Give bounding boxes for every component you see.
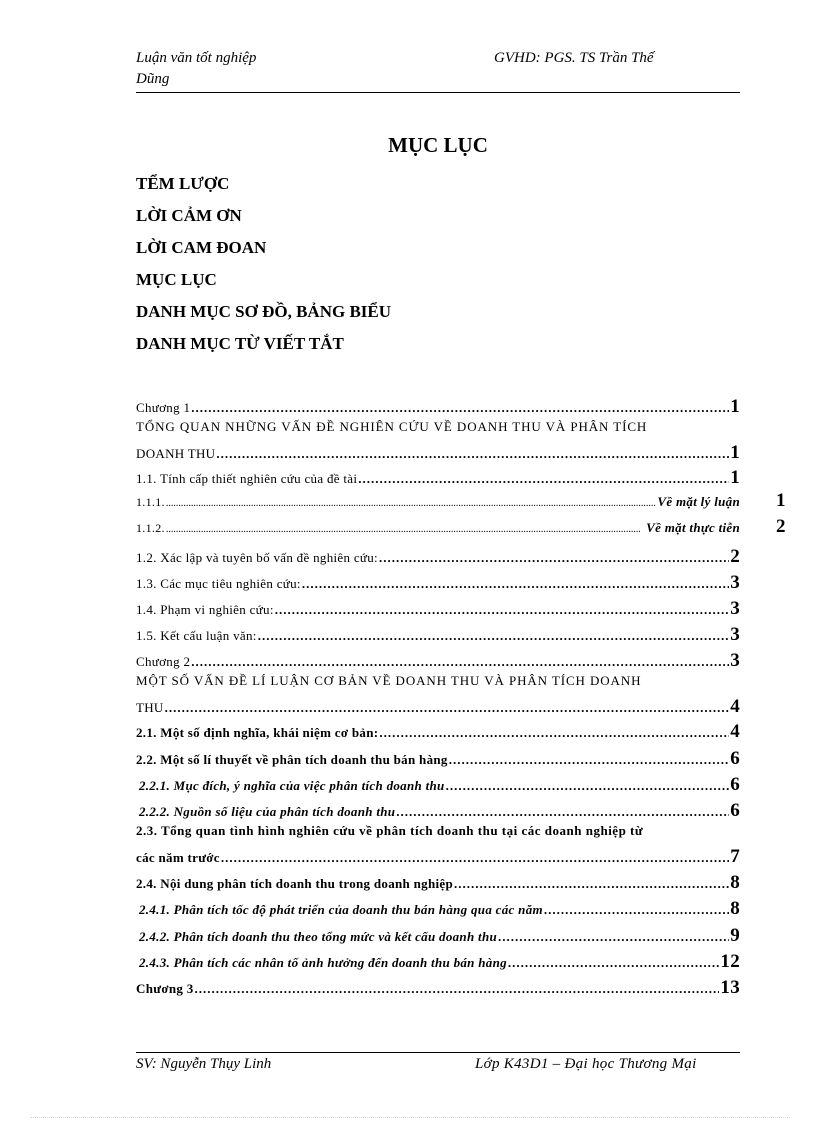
toc-page-1-1-1: 1 [776, 490, 786, 511]
toc-row-2-2: 2.2. Một số lí thuyết về phân tích doanh thu bán hàng ..... 6 [136, 748, 740, 770]
front-matter-item: MỤC LỤC [136, 270, 217, 289]
header-rule [136, 92, 740, 93]
toc-2-3-line1: 2.3. Tổng quan tình hình nghiên cứu về phân tích doanh thu tại các doanh nghiệp từ [136, 823, 644, 838]
toc-row-chapter-1: Chương 1 ..... 1 [136, 396, 740, 418]
toc-row-2-2-1: 2.2.1. Mục đích, ý nghĩa của việc phân tích doanh thu ..... 6 [136, 774, 740, 796]
toc-row-2-4: 2.4. Nội dung phân tích doanh thu trong doanh nghiệp ..... 8 [136, 872, 740, 894]
front-matter-item: LỜI CẢM ƠN [136, 206, 242, 225]
front-matter-item: LỜI CAM ĐOAN [136, 238, 267, 257]
toc-row-1-4: 1.4. Phạm vi nghiên cứu: ..... 3 [136, 598, 740, 620]
toc-row-chapter-2-title-end: THU ..... 4 [136, 696, 740, 718]
header-right: GVHD: PGS. TS Trần Thế [494, 50, 654, 66]
toc-row-1-1-1: 1.1.1. ..... Về mặt lý luận [136, 494, 740, 510]
footer-rule [136, 1052, 740, 1053]
front-matter-item: TỂM LƯỢC [136, 174, 230, 193]
toc-row-2-4-2: 2.4.2. Phân tích doanh thu theo tổng mức và kết cấu doanh thu ..... 9 [136, 925, 740, 947]
toc-row-2-2-2: 2.2.2. Nguồn số liệu của phân tích doanh thu ..... 6 [136, 800, 740, 822]
toc-page-1-1-2: 2 [776, 516, 786, 537]
toc-row-1-2: 1.2. Xác lập và tuyên bố vấn đề nghiên cứu: ..... 2 [136, 546, 740, 568]
toc-row-chapter-3: Chương 3 ..... 13 [136, 977, 740, 999]
toc-chapter-1-title: TỔNG QUAN NHỮNG VẤN ĐỀ NGHIÊN CỨU VỀ DOANH THU VÀ PHÂN TÍCH [136, 419, 648, 434]
toc-row-2-3: các năm trước ..... 7 [136, 846, 740, 868]
toc-row-1-1: 1.1. Tính cấp thiết nghiên cứu của đề tài ..... 1 [136, 467, 740, 489]
toc-row-2-1: 2.1. Một số định nghĩa, khái niệm cơ bản: ..... 4 [136, 721, 740, 743]
page-title: MỤC LỤC [388, 133, 488, 157]
header-left-line1: Luận văn tốt nghiệp [136, 50, 257, 66]
header-left-line2: Dũng [136, 71, 170, 87]
page-edge-divider [30, 1117, 790, 1118]
toc-row-1-3: 1.3. Các mục tiêu nghiên cứu: ..... 3 [136, 572, 740, 594]
toc-row-2-4-3: 2.4.3. Phân tích các nhân tố ảnh hưởng đến doanh thu bán hàng ..... 12 [136, 951, 740, 973]
toc-row-chapter-2: Chương 2 ..... 3 [136, 650, 740, 672]
front-matter-item: DANH MỤC SƠ ĐỒ, BẢNG BIỂU [136, 302, 392, 321]
toc-row-1-1-2: 1.1.2. ..... Về mặt thực tiễn [136, 520, 740, 536]
footer-class: Lớp K43D1 – Đại học Thương Mại [475, 1056, 697, 1072]
footer-student: SV: Nguyễn Thụy Linh [136, 1056, 272, 1072]
toc-chapter-2-title: MỘT SỐ VẤN ĐỀ LÍ LUẬN CƠ BẢN VỀ DOANH THU VÀ PHÂN TÍCH DOANH [136, 673, 642, 688]
toc-row-1-5: 1.5. Kết cấu luận văn: ..... 3 [136, 624, 740, 646]
toc-row-chapter-1-title-end: DOANH THU ..... 1 [136, 442, 740, 464]
toc-row-2-4-1: 2.4.1. Phân tích tốc độ phát triển của doanh thu bán hàng qua các năm ..... 8 [136, 898, 740, 920]
front-matter-item: DANH MỤC TỪ VIẾT TẮT [136, 334, 344, 353]
